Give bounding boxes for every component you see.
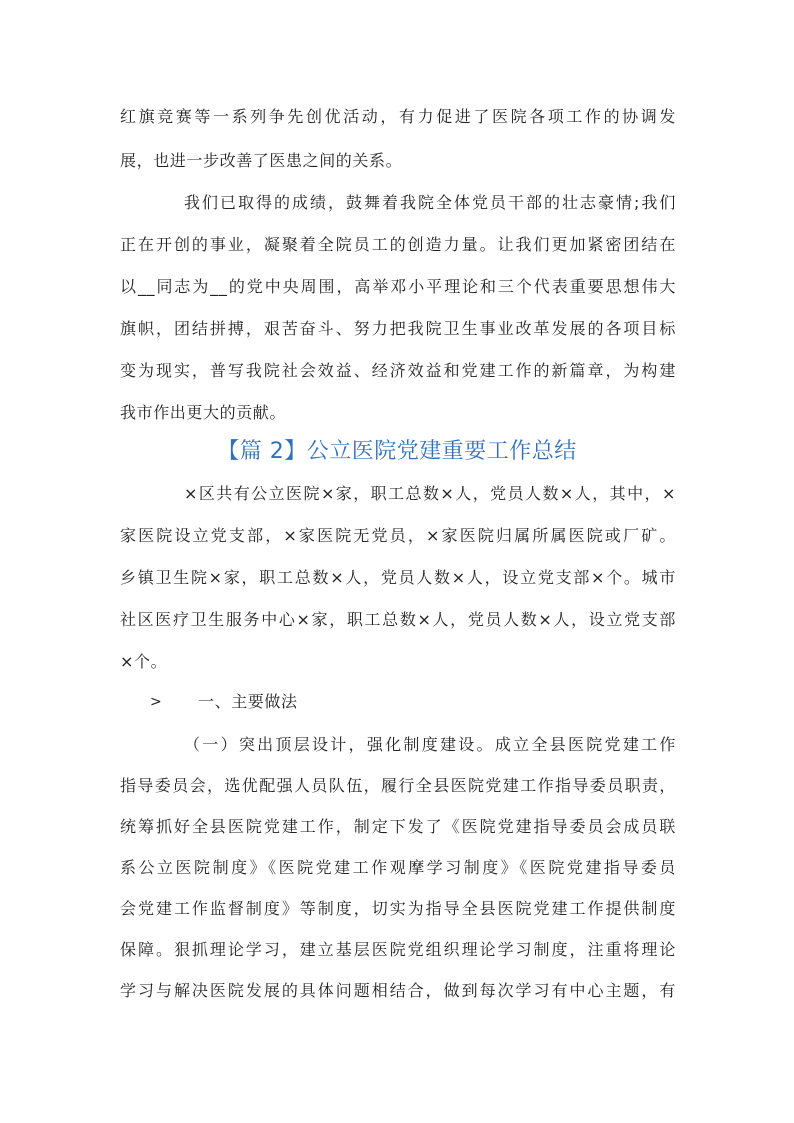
text-line: （一）突出顶层设计，强化制度建设。成立全县医院党建工作: [184, 735, 676, 754]
text-line: 社区医疗卫生服务中心×家，职工总数×人，党员人数×人，设立党支部: [120, 610, 676, 629]
text-line: 我们已取得的成绩，鼓舞着我院全体党员干部的壮志豪情;我们: [184, 193, 676, 212]
text-line: 家医院设立党支部，×家医院无党员，×家医院归属所属医院或厂矿。: [120, 526, 676, 545]
text-line: 红旗竞赛等一系列争先创优活动，有力促进了医院各项工作的协调发: [120, 107, 676, 126]
text-line: 展，也进一步改善了医患之间的关系。: [120, 151, 403, 170]
text-line: 我市作出更大的贡献。: [120, 403, 287, 422]
text-line: ×个。: [120, 652, 168, 671]
text-line: 统筹抓好全县医院党建工作，制定下发了《医院党建指导委员会成员联: [120, 817, 676, 836]
text-line: 保障。狠抓理论学习，建立基层医院党组织理论学习制度，注重将理论: [120, 940, 676, 959]
list-bullet: >: [150, 694, 162, 710]
text-line: 会党建工作监督制度》等制度，切实为指导全县医院党建工作提供制度: [120, 899, 676, 918]
text-line: 变为现实，普写我院社会效益、经济效益和党建工作的新篇章，为构建: [120, 361, 676, 380]
text-line: ×区共有公立医院×家，职工总数×人，党员人数×人，其中，×: [184, 484, 676, 503]
text-line: 旗帜，团结拼搏，艰苦奋斗、努力把我院卫生事业改革发展的各项目标: [120, 319, 676, 338]
text-line: 学习与解决医院发展的具体问题相结合，做到每次学习有中心主题，有: [120, 981, 676, 1000]
text-line: 系公立医院制度》《医院党建工作观摩学习制度》《医院党建指导委员: [120, 858, 676, 877]
text-line: 乡镇卫生院×家，职工总数×人，党员人数×人，设立党支部×个。城市: [120, 568, 676, 587]
section-heading: 【篇 2】公立医院党建重要工作总结: [217, 439, 577, 464]
text-line: 指导委员会，选优配强人员队伍，履行全县医院党建工作指导委员职责，: [120, 776, 676, 795]
text-line: 以__同志为__的党中央周围，高举邓小平理论和三个代表重要思想伟大: [120, 277, 676, 296]
subheading-main-practices: 一、主要做法: [198, 692, 298, 711]
text-line: 正在开创的事业，凝聚着全院员工的创造力量。让我们更加紧密团结在: [120, 235, 676, 254]
